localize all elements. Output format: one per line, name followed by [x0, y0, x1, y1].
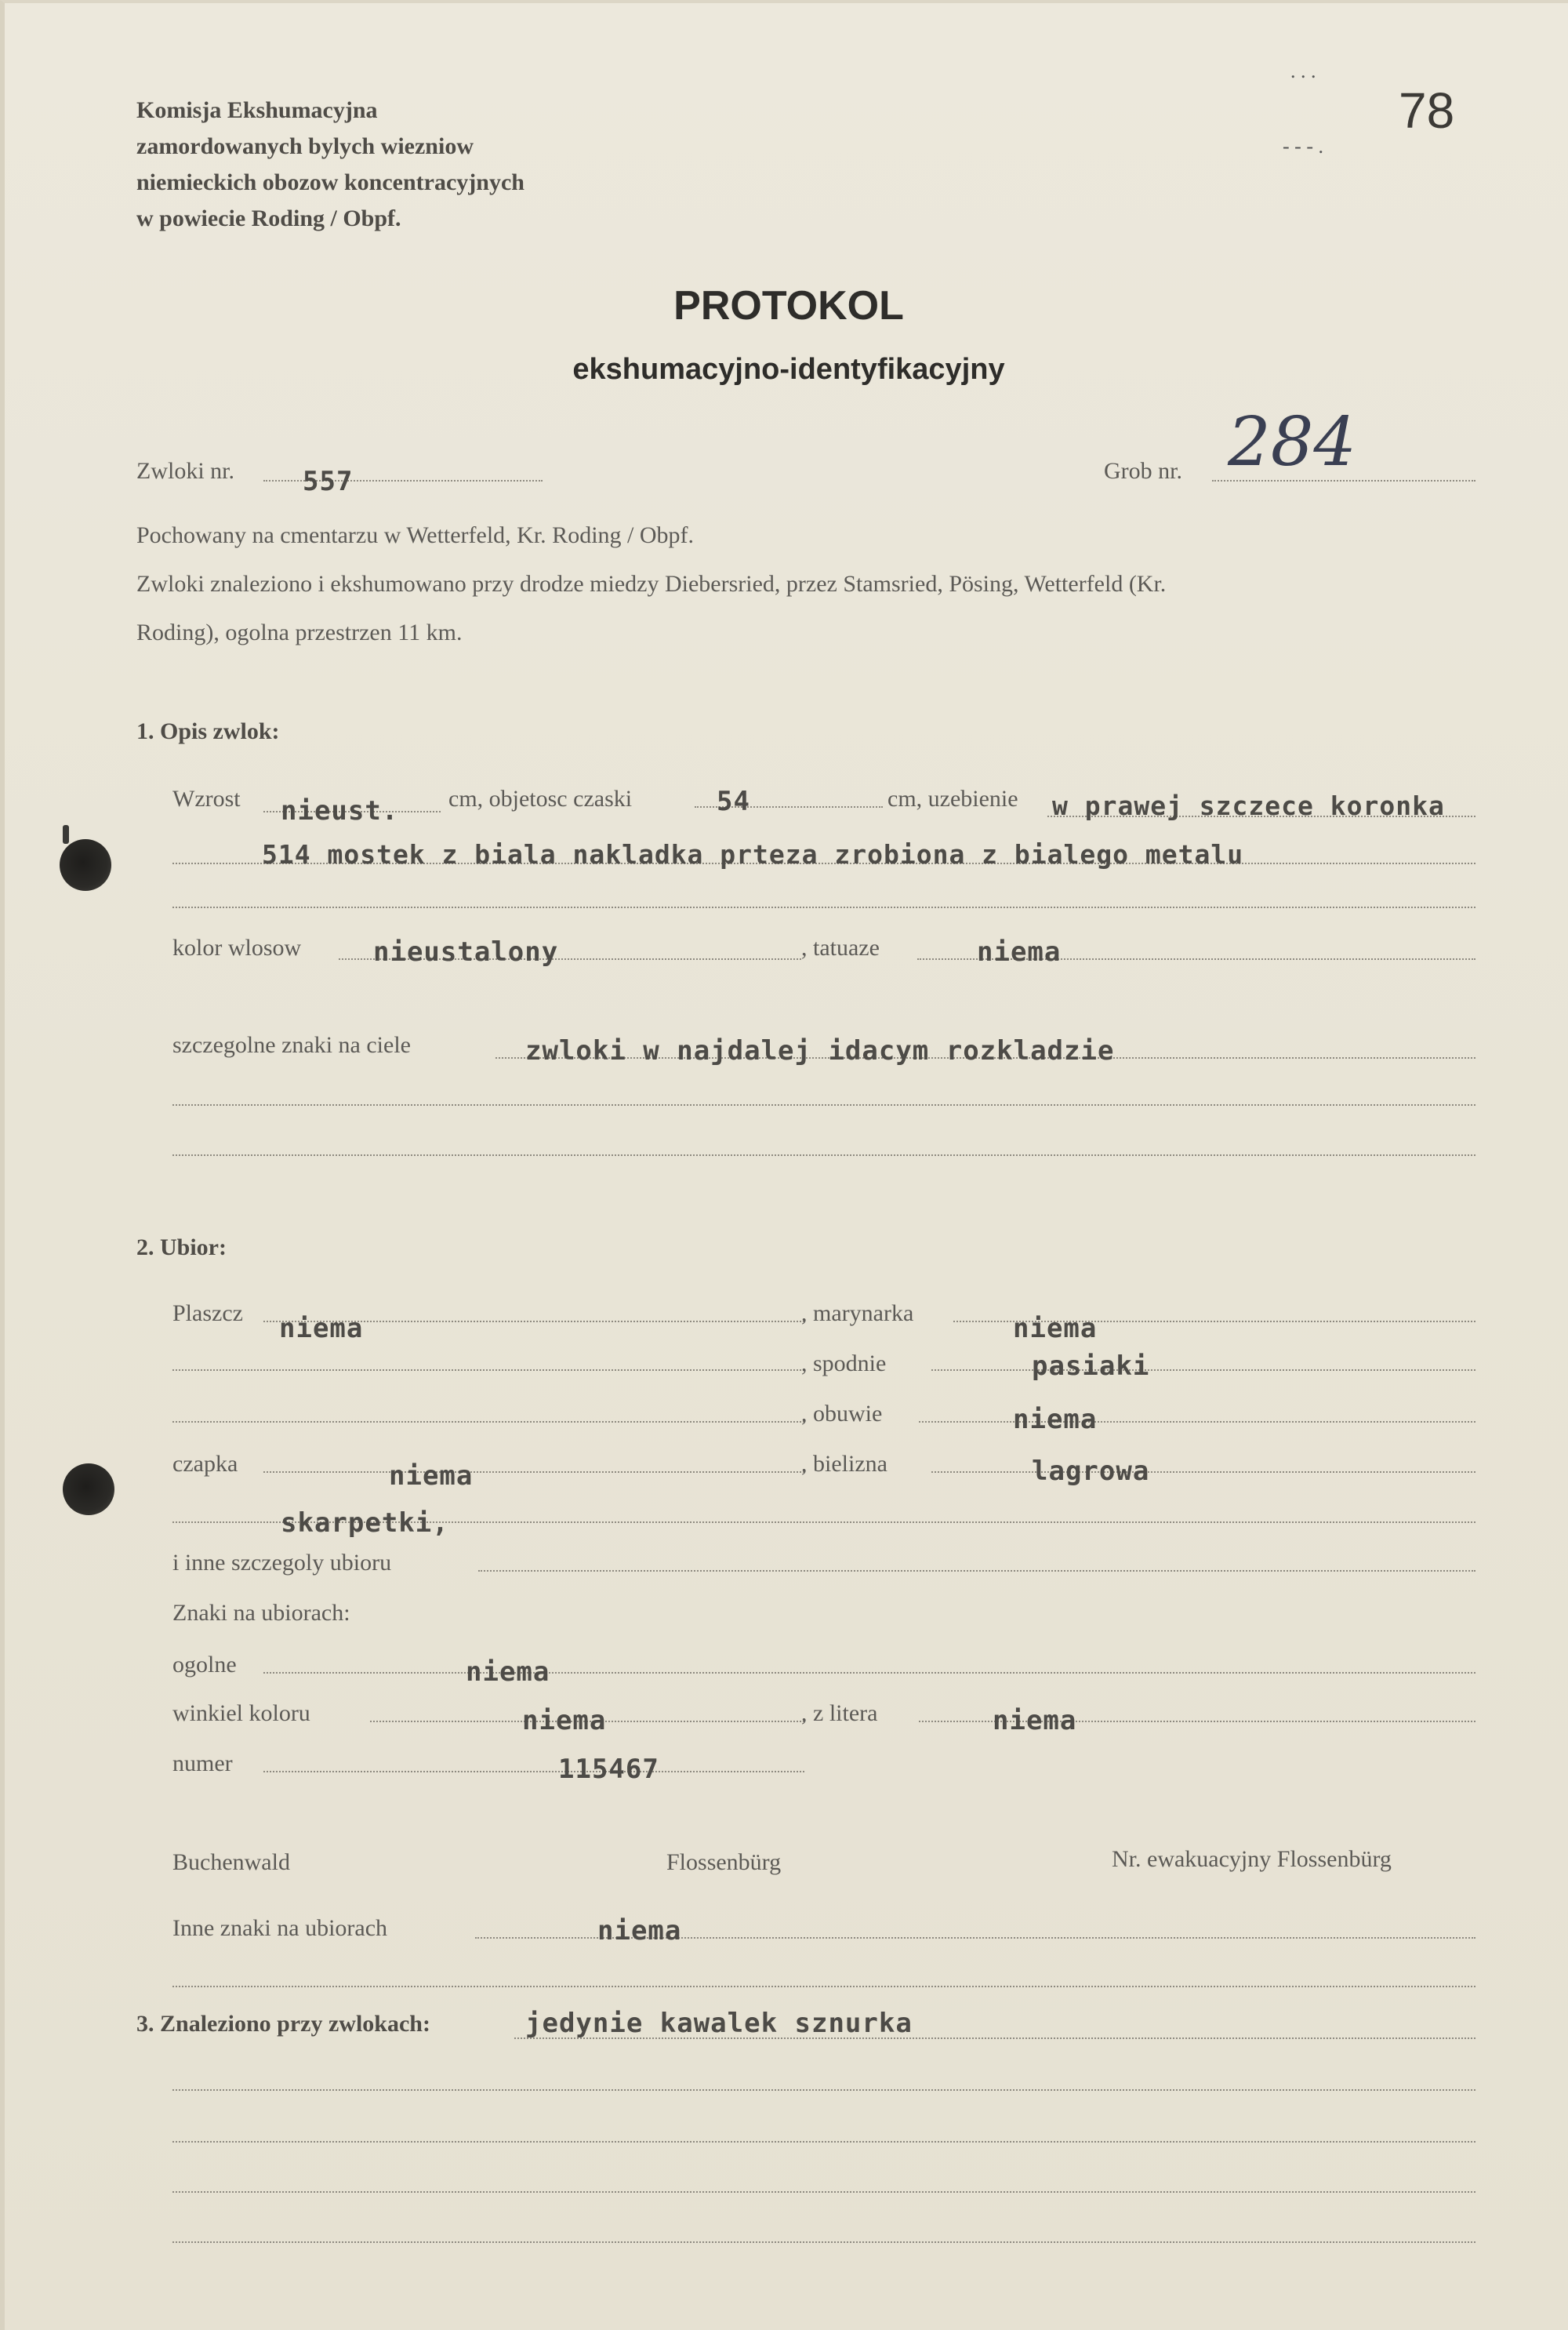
buchenwald-label: Buchenwald	[172, 1849, 290, 1875]
zwloki-label: Zwloki nr.	[136, 458, 234, 484]
ubior-line-3-left	[172, 1421, 804, 1423]
znaki-na-ubiorach-label: Znaki na ubiorach:	[172, 1600, 350, 1626]
numer-dotted-line	[263, 1771, 804, 1772]
bielizna-label: , bielizna	[801, 1451, 887, 1477]
ogolne-label: ogolne	[172, 1652, 237, 1678]
grob-label: Grob nr.	[1104, 458, 1182, 484]
punch-hole-mark-top	[63, 825, 69, 844]
inne-szczegoly-label: i inne szczegoly ubioru	[172, 1550, 392, 1576]
spodnie-label: , spodnie	[801, 1350, 887, 1376]
section-3-dotted-line-5	[172, 2241, 1475, 2243]
document-title: PROTOKOL	[673, 283, 904, 329]
page-number-dashes: - - - .	[1283, 135, 1323, 158]
punch-hole-bottom	[63, 1463, 114, 1515]
z-litera-value: niema	[993, 1705, 1077, 1736]
cm-czaszka-label: cm, objetosc czaski	[448, 786, 633, 812]
obuwie-dotted-line	[919, 1421, 1475, 1423]
grob-value: 284	[1228, 403, 1357, 482]
znaki-na-ciele-value: zwloki w najdalej idacym rozkladzie	[525, 1035, 1115, 1067]
winkiel-label: winkiel koloru	[172, 1700, 310, 1726]
punch-hole-top	[60, 839, 111, 891]
section-2-heading: 2. Ubior:	[136, 1234, 227, 1260]
marynarka-value: niema	[1013, 1313, 1098, 1344]
kolor-label: kolor wlosow	[172, 935, 302, 961]
inne-znaki-value: niema	[597, 1915, 682, 1947]
opis-blank-line-3	[172, 1154, 1475, 1156]
header-line-2: zamordowanych bylych wiezniow	[136, 133, 474, 159]
opis-blank-line-1	[172, 907, 1475, 908]
bielizna-value: lagrowa	[1032, 1456, 1150, 1487]
tatuaze-value: niema	[977, 936, 1062, 968]
section-3-dotted-line-3	[172, 2141, 1475, 2143]
tatuaze-label: , tatuaze	[801, 935, 880, 961]
uzebienie-value-line-2: 514 mostek z biala nakladka prteza zrobiona z bialego metalu	[262, 839, 1244, 870]
burial-text: Pochowany na cmentarzu w Wetterfeld, Kr. Roding / Obpf.	[136, 522, 695, 548]
header-line-4: w powiecie Roding / Obpf.	[136, 205, 401, 231]
page-number: 78	[1399, 82, 1455, 139]
spodnie-value: pasiaki	[1032, 1350, 1150, 1382]
bielizna-dotted-line	[931, 1471, 1475, 1473]
czaszka-value: 54	[717, 786, 750, 817]
inne-szczegoly-value: skarpetki,	[281, 1507, 449, 1539]
wzrost-value: nieust.	[281, 795, 399, 827]
section-3-value: jedynie kawalek sznurka	[525, 2008, 913, 2039]
plaszcz-value: niema	[279, 1313, 364, 1344]
wzrost-label: Wzrost	[172, 786, 241, 812]
winkiel-value: niema	[522, 1705, 607, 1736]
ogolne-dotted-line	[263, 1672, 1475, 1674]
z-litera-label: , z litera	[801, 1700, 878, 1726]
obuwie-value: niema	[1013, 1404, 1098, 1435]
header-line-3: niemieckich obozow koncentracyjnych	[136, 169, 524, 195]
numer-label: numer	[172, 1750, 233, 1776]
section-3-heading: 3. Znaleziono przy zwlokach:	[136, 2011, 430, 2037]
zwloki-value: 557	[303, 466, 354, 497]
opis-blank-line-2	[172, 1104, 1475, 1106]
header-line-1: Komisja Ekshumacyjna	[136, 97, 378, 123]
ubior-line-2-left	[172, 1369, 804, 1371]
czapka-value: niema	[389, 1460, 474, 1492]
section-3-dotted-line-2	[172, 2089, 1475, 2091]
ewakuacyjny-label: Nr. ewakuacyjny Flossenbürg	[1112, 1846, 1392, 1872]
obuwie-label: , obuwie	[801, 1401, 883, 1427]
kolor-value: nieustalony	[373, 936, 559, 968]
ubior-blank-line	[172, 1986, 1475, 1987]
spodnie-dotted-line	[931, 1369, 1475, 1371]
section-3-dotted-line-4	[172, 2191, 1475, 2193]
numer-value: 115467	[558, 1754, 659, 1785]
flossenburg-label: Flossenbürg	[666, 1849, 782, 1875]
page-number-dots: . . .	[1290, 60, 1316, 82]
plaszcz-label: Plaszcz	[172, 1300, 243, 1326]
inne-znaki-label: Inne znaki na ubiorach	[172, 1915, 388, 1941]
uzebienie-value-line-1: w prawej szczece koronka	[1052, 791, 1445, 821]
section-1-heading: 1. Opis zwlok:	[136, 718, 280, 744]
inne-dotted-line-2	[478, 1570, 1475, 1572]
found-text-line-2: Roding), ogolna przestrzen 11 km.	[136, 620, 463, 645]
czapka-label: czapka	[172, 1451, 238, 1477]
czapka-dotted-line	[263, 1471, 804, 1473]
marynarka-label: , marynarka	[801, 1300, 914, 1326]
document-subtitle: ekshumacyjno-identyfikacyjny	[572, 353, 1005, 386]
found-text-line-1: Zwloki znaleziono i ekshumowano przy drodze miedzy Diebersried, przez Stamsried, Pösing, Wetterfeld (Kr.	[136, 571, 1167, 597]
cm-uzebienie-label: cm, uzebienie	[887, 786, 1018, 812]
ogolne-value: niema	[466, 1656, 550, 1688]
znaki-na-ciele-label: szczegolne znaki na ciele	[172, 1032, 411, 1058]
